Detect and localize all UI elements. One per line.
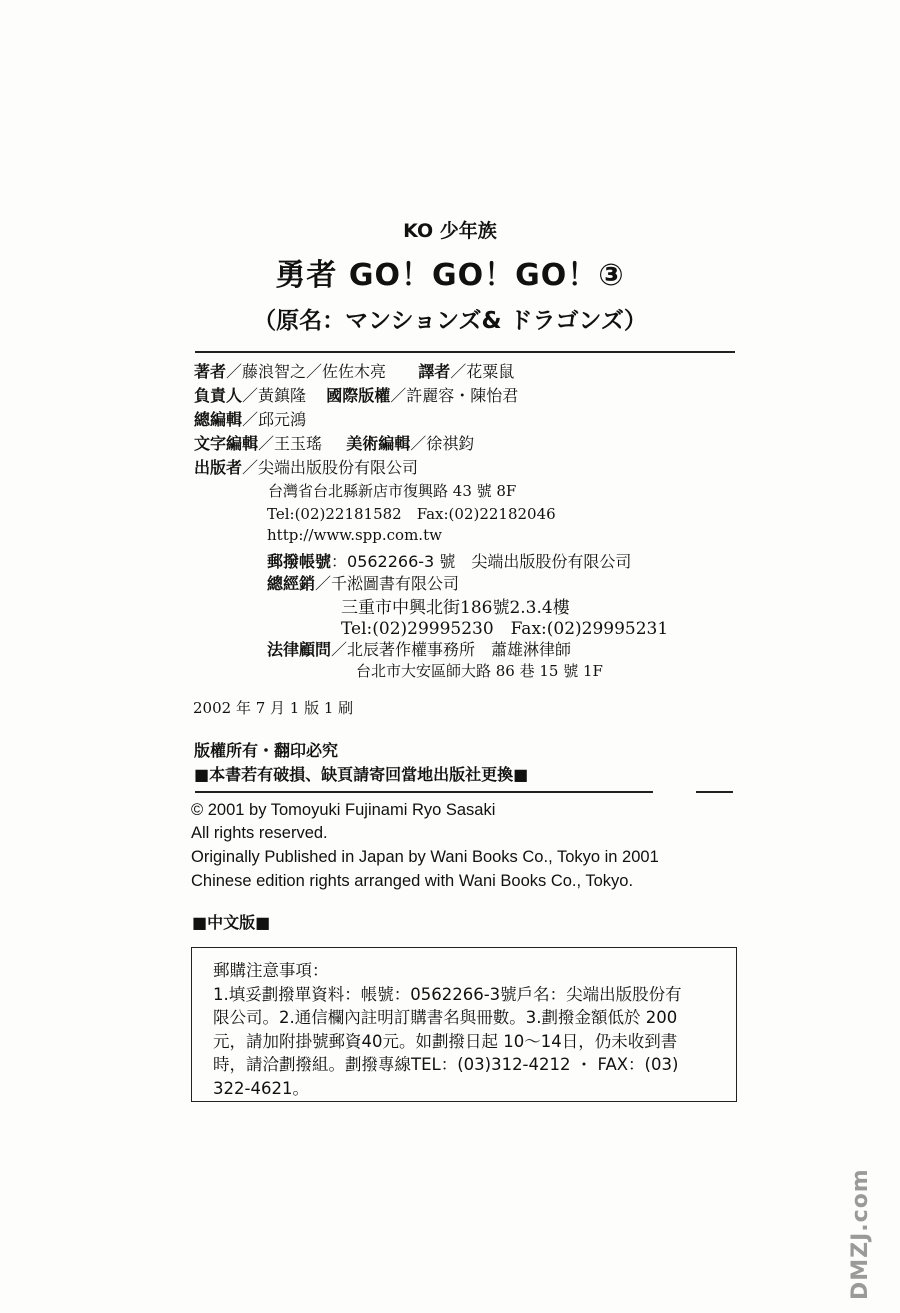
translator-value: ／花粟鼠 — [450, 362, 515, 381]
edition-date: 2002 年 7 月 1 版 1 刷 — [193, 699, 354, 717]
rights-reserved-line: All rights reserved. — [191, 824, 328, 842]
original-title: （原名：マンションズ& ドラゴンズ） — [253, 308, 647, 334]
postal-account-row — [267, 549, 631, 572]
distributor-phone: Tel:(02)29995230 Fax:(02)29995231 — [341, 619, 669, 639]
text-editor-label: 文字編輯 — [194, 434, 259, 453]
divider-middle-right — [696, 791, 733, 793]
rep-value: ／黃鎮隆 — [242, 386, 307, 405]
credit-editors-row — [194, 431, 474, 454]
intl-rights-value: ／許麗容・陳怡君 — [390, 386, 519, 405]
distributor-address: 三重市中興北街186號2.3.4樓 — [341, 598, 570, 618]
author-value: ／藤浪智之／佐佐木亮 — [226, 362, 387, 381]
site-watermark: DMZJ.com — [848, 1168, 873, 1300]
series-name: KO 少年族 — [403, 220, 497, 242]
publisher-website: http://www.spp.com.tw — [267, 526, 442, 544]
legal-row — [267, 637, 571, 660]
notice-heading: 郵購注意事項： — [213, 961, 329, 980]
publisher-label: 出版者 — [194, 458, 243, 477]
publisher-value: ／尖端出版股份有限公司 — [242, 458, 419, 477]
book-title: 勇者 GO！GO！GO！③ — [275, 258, 625, 293]
art-editor-value: ／徐祺鈞 — [410, 434, 475, 453]
divider-top — [195, 351, 735, 353]
chief-editor-value: ／邱元鴻 — [242, 410, 307, 429]
credit-rep-row — [194, 383, 518, 406]
credit-author-row — [194, 359, 514, 382]
chief-editor-label: 總編輯 — [194, 410, 243, 429]
chinese-rights-line: Chinese edition rights arranged with Wani Books Co., Tokyo. — [191, 872, 634, 890]
art-editor-label: 美術編輯 — [346, 434, 411, 453]
divider-middle-left — [195, 791, 653, 793]
publisher-address: 台灣省台北縣新店市復興路 43 號 8F — [268, 482, 517, 500]
text-editor-value: ／王玉瑤 — [258, 434, 323, 453]
damage-notice: ■本書若有破損、缺頁請寄回當地出版社更換■ — [194, 765, 529, 784]
credit-chief-editor-row — [194, 407, 306, 430]
copyright-line: © 2001 by Tomoyuki Fujinami Ryo Sasaki — [191, 801, 496, 819]
notice-line: 1.填妥劃撥單資料：帳號：0562266-3號戶名：尖端出版股份有 — [213, 984, 682, 1004]
rights-notice: 版權所有・翻印必究 — [194, 741, 339, 760]
distributor-row — [267, 571, 459, 594]
translator-label: 譯者 — [418, 362, 451, 381]
distributor-label: 總經銷 — [267, 574, 316, 593]
notice-line: 322-4621。 — [213, 1078, 309, 1098]
postal-value: ：0562266-3 號 尖端出版股份有限公司 — [331, 552, 632, 571]
notice-line: 限公司。2.通信欄內註明訂購書名與冊數。3.劃撥金額低於 200 — [213, 1008, 678, 1027]
notice-line: 元，請加附掛號郵資40元。如劃撥日起 10～14日，仍未收到書 — [213, 1031, 678, 1051]
rep-label: 負責人 — [194, 386, 243, 405]
credit-publisher-row — [194, 455, 418, 478]
mail-order-notice-box — [191, 947, 737, 1102]
legal-value: ／北辰著作權事務所 蕭雄淋律師 — [331, 640, 572, 659]
origin-publication-line: Originally Published in Japan by Wani Books Co., Tokyo in 2001 — [191, 848, 659, 866]
publisher-phone: Tel:(02)22181582 Fax:(02)22182046 — [267, 505, 556, 523]
author-label: 著者 — [194, 362, 227, 381]
distributor-value: ／千淞圖書有限公司 — [315, 574, 460, 593]
intl-rights-label: 國際版權 — [326, 386, 391, 405]
legal-label: 法律顧問 — [267, 640, 332, 659]
chinese-edition-label: ■中文版■ — [192, 913, 271, 932]
postal-label: 郵撥帳號 — [267, 552, 332, 571]
notice-line: 時，請洽劃撥組。劃撥專線TEL：(03)312-4212 ・ FAX：(03) — [213, 1055, 679, 1074]
legal-address: 台北市大安區師大路 86 巷 15 號 1F — [356, 662, 603, 680]
